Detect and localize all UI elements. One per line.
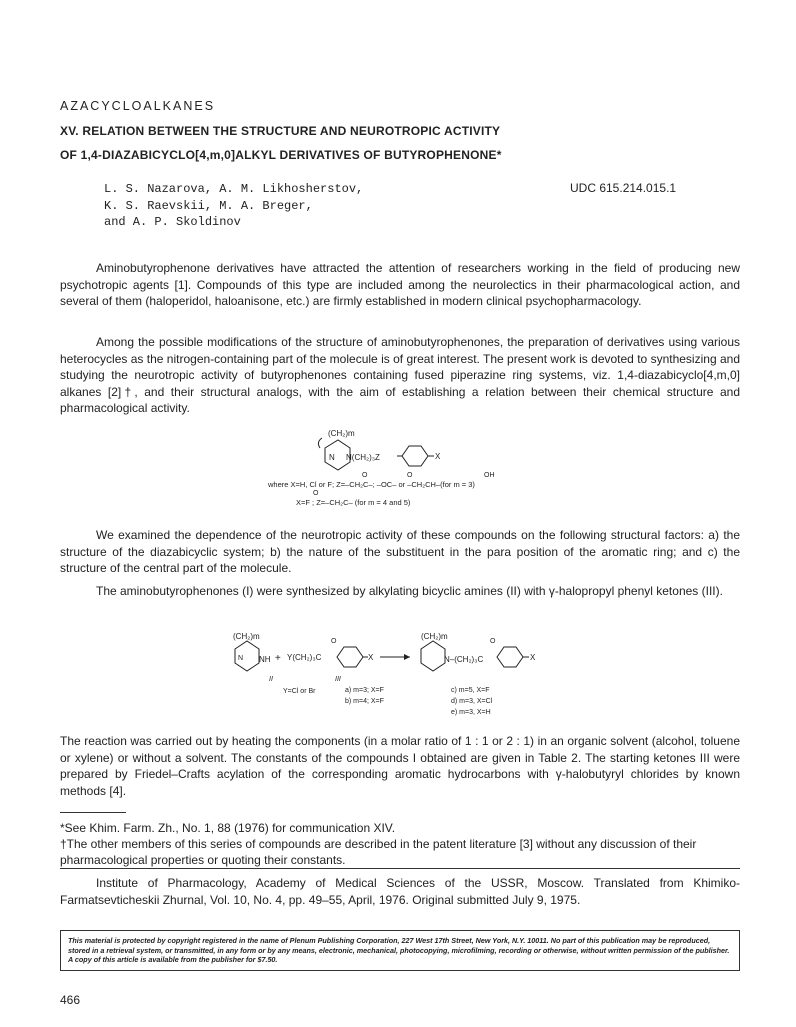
scheme1-where-line: where X=H, Cl or F; Z=–CH₂C–; –OC– or –CH₂CH–(for m = 3) <box>268 480 475 489</box>
general-structure-scheme <box>250 420 590 520</box>
institution-rule <box>60 868 740 869</box>
scheme1-n-label: N <box>329 453 335 462</box>
scheme2-product-benzene <box>497 647 523 667</box>
scheme1-o2: O <box>407 472 413 479</box>
paragraph-5 <box>60 733 740 799</box>
reaction-scheme <box>225 625 565 725</box>
author-line-2: K. S. Raevskii, M. A. Breger, <box>104 198 313 213</box>
scheme2-nh: NH <box>259 655 271 664</box>
scheme2-ring-label: (CH₂)m <box>233 632 260 641</box>
series-title: AZACYCLOALKANES <box>60 99 216 113</box>
variant-b: b) m=4; X=F <box>345 698 384 705</box>
author-list <box>104 181 363 231</box>
paragraph-3 <box>60 527 740 577</box>
scheme2-product-ring-shape <box>421 641 445 671</box>
scheme2-x: X <box>368 653 374 662</box>
scheme2-reagent: Y(CH₂)₃C <box>287 653 322 662</box>
scheme2-n: N <box>238 655 244 662</box>
paragraph-5-text: The reaction was carried out by heating the components (in a molar ratio of 1 : 1 or 2 : 1) in an organic solvent (alcohol, toluene or xylene) or without a solvent. The constants of the compounds I obtained are given in Table 2. The starting ketones III were prepared by Friedel–Crafts acylation of the corresponding aromatic hydrocarbons with γ-halobutyryl chlorides by known methods [4]. <box>60 734 740 798</box>
copyright-notice <box>60 930 740 971</box>
label-III: III <box>335 676 341 683</box>
article-title-line-1: XV. RELATION BETWEEN THE STRUCTURE AND NEUROTROPIC ACTIVITY <box>60 124 501 138</box>
scheme1-chain: N(CH₂)₃Z <box>346 453 380 462</box>
scheme2-x2: X <box>530 653 536 662</box>
variant-e: e) m=3, X=H <box>451 709 491 716</box>
footnote-1: *See Khim. Farm. Zh., No. 1, 88 (1976) for communication XIV. <box>60 821 396 835</box>
institution-note: Institute of Pharmacology, Academy of Medical Sciences of the USSR, Moscow. Translated from Khimiko-Farmatsevticheskii Zhurnal, Vol. 10, No. 4, pp. 49–55, April, 1976. Original submitted July 9, 1975. <box>60 876 740 907</box>
variant-c: c) m=5, X=F <box>451 687 490 694</box>
author-line-1: L. S. Nazarova, A. M. Likhosherstov, <box>104 182 364 196</box>
udc-code: UDC 615.214.015.1 <box>570 181 677 195</box>
scheme1-o3: O <box>313 490 319 497</box>
paragraph-1-text: Aminobutyrophenone derivatives have attracted the attention of researchers working in the field of producing new psychotropic agents [1]. Compounds of this type are included among the neurolectics in their pharmacological action, and several of them (haloperidol, haloanisone, etc.) are firmly established in modern clinical psychopharmacology. <box>60 261 740 309</box>
article-title-line-2: OF 1,4-DIAZABICYCLO[4,m,0]ALKYL DERIVATIVES OF BUTYROPHENONE* <box>60 148 502 162</box>
paragraph-4 <box>60 583 740 600</box>
reaction-arrowhead <box>404 654 410 660</box>
page-number: 466 <box>60 993 81 1007</box>
scheme1-line2: X=F ; Z=–CH₂C– (for m = 4 and 5) <box>296 498 411 507</box>
scheme1-oh: OH <box>484 472 495 479</box>
author-line-3: and A. P. Skoldinov <box>104 215 241 229</box>
scheme1-benzene-ring <box>402 446 428 466</box>
scheme2-y-def: Y=Cl or Br <box>283 688 316 695</box>
copyright-text: This material is protected by copyright registered in the name of Plenum Publishing Corporation, 227 West 17th Street, New York, N.Y. 10011. No part of this publication may be reproduced, stored in a retrieval system, or transmitted, in any form or by any means, electronic, mechanical, photocopying, microfilming, recording or otherwise, without written permission of the publisher. A copy of this article is available from the publisher for $7.50. <box>68 936 730 964</box>
scheme2-product-chain: N–(CH₂)₃C <box>444 655 484 664</box>
paragraph-2-text: Among the possible modifications of the structure of aminobutyrophenones, the preparation of derivatives using various heterocycles as the nitrogen-containing part of the molecule is of great interest. The present work is devoted to synthesizing and studying the neurotropic activity of butyrophenones containing fused piperazine ring systems, viz. 1,4-diazabicyclo[4,m,0] alkanes [2]†, and their structural analogs, with the aim of establishing a relation between their chemical structure and pharmacological activity. <box>60 335 740 416</box>
paragraph-4-text: The aminobutyrophenones (I) were synthesized by alkylating bicyclic amines (II) with γ-halopropyl phenyl ketones (III). <box>96 584 723 598</box>
scheme1-o1: O <box>362 472 368 479</box>
scheme1-x: X <box>435 452 441 461</box>
scheme2-o: O <box>331 638 337 645</box>
scheme2-plus: + <box>275 653 281 664</box>
footnote-2: †The other members of this series of compounds are described in the patent literature [3] without any discussion of their pharmacological properties or quoting their constants. <box>60 837 697 867</box>
paragraph-1 <box>60 260 740 310</box>
footnote-rule <box>60 812 126 813</box>
scheme2-o2: O <box>490 638 496 645</box>
label-II: II <box>269 676 273 683</box>
variant-a: a) m=3; X=F <box>345 687 384 694</box>
variant-d: d) m=3, X=Cl <box>451 698 493 705</box>
paragraph-3-text: We examined the dependence of the neurotropic activity of these compounds on the following structural factors: a) the structure of the diazabicyclic system; b) the nature of the substituent in the para position of the aromatic ring; and c) the structure of the central part of the molecule. <box>60 528 740 576</box>
scheme1-ring-label: (CH₂)m <box>328 429 355 438</box>
paragraph-2 <box>60 334 740 417</box>
scheme2-product-ring: (CH₂)m <box>421 632 448 641</box>
scheme2-reagent-benzene <box>337 647 363 667</box>
